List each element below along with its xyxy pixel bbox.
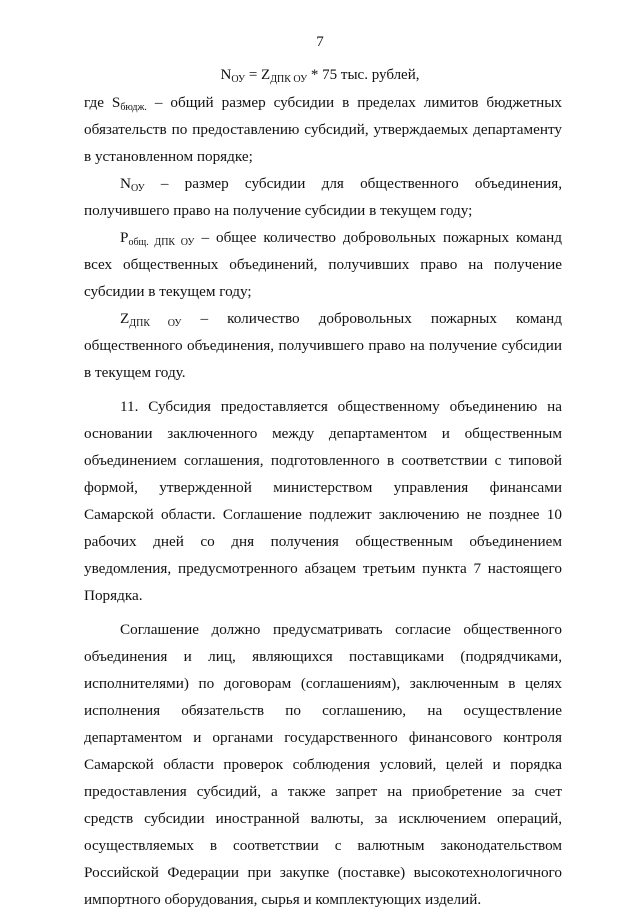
paragraph-p-total xyxy=(84,224,562,305)
paragraph-text: – размер субсидии для общественного объединения, получившего право на получение субсидии в текущем году; xyxy=(84,175,562,219)
paragraph-subscript: ОУ xyxy=(130,183,145,194)
formula-z-subscript: ДПК ОУ xyxy=(270,74,308,85)
paragraph-11: 11. Субсидия предоставляется общественному объединению на основании заключенного между департаментом и общественным объединением соглашения, подготовленного в соответствии с типовой формой, утвержденной министерством управления финансами Самарской области. Соглашение подлежит заключению не позднее 10 рабочих дней со дня получения общественным объединением уведомления, предусмотренного абзацем третьим пункта 7 настоящего Порядка. xyxy=(84,398,562,604)
document-body xyxy=(84,89,562,913)
paragraph-lead: P xyxy=(120,229,129,246)
paragraph-agreement: Соглашение должно предусматривать согласие общественного объединения и лиц, являющихся поставщиками (подрядчиками, исполнителями) по договорам (соглашениям), заключенным в целях исполнения обязательств по соглашению, на осуществление департаментом и органами государственного финансового контроля Самарской области проверок соблюдения условий, целей и порядка предоставления субсидий, а также запрет на приобретение за счет средств субсидии иностранной валюты, за исключением операций, осуществляемых в соответствии с валютным законодательством Российской Федерации при закупке (поставке) высокотехнологичного импортного оборудования, сырья и комплектующих изделий. xyxy=(84,621,562,908)
formula-n-subscript: ОУ xyxy=(231,74,246,85)
paragraph-lead: где S xyxy=(84,94,121,111)
paragraph-text: – общий размер субсидии в пределах лимитов бюджетных обязательств по предоставлению субсидий, утверждаемых департаменту в установленном порядке; xyxy=(84,94,563,165)
subsidy-formula xyxy=(0,65,640,85)
paragraph-subscript: общ. ДПК ОУ xyxy=(128,237,195,248)
paragraph-subscript: бюдж. xyxy=(120,102,147,113)
paragraph-lead: N xyxy=(120,175,131,192)
paragraph-subscript: ДПК ОУ xyxy=(129,318,182,329)
page-number: 7 xyxy=(316,34,324,50)
paragraph-n-ou xyxy=(84,170,562,224)
paragraph-text: – количество добровольных пожарных команд общественного объединения, получившего право на получение субсидии в текущем году. xyxy=(84,310,563,381)
paragraph-z-dpk xyxy=(84,305,562,386)
paragraph-text: – общее количество добровольных пожарных команд всех общественных объединений, получивших право на получение субсидии в текущем году; xyxy=(84,229,562,300)
paragraph-s-budget xyxy=(84,89,562,170)
formula-tail: * 75 тыс. рублей, xyxy=(307,67,420,83)
paragraph-lead: Z xyxy=(120,310,130,327)
formula-n: N xyxy=(220,67,232,83)
formula-eq: = Z xyxy=(245,67,271,83)
